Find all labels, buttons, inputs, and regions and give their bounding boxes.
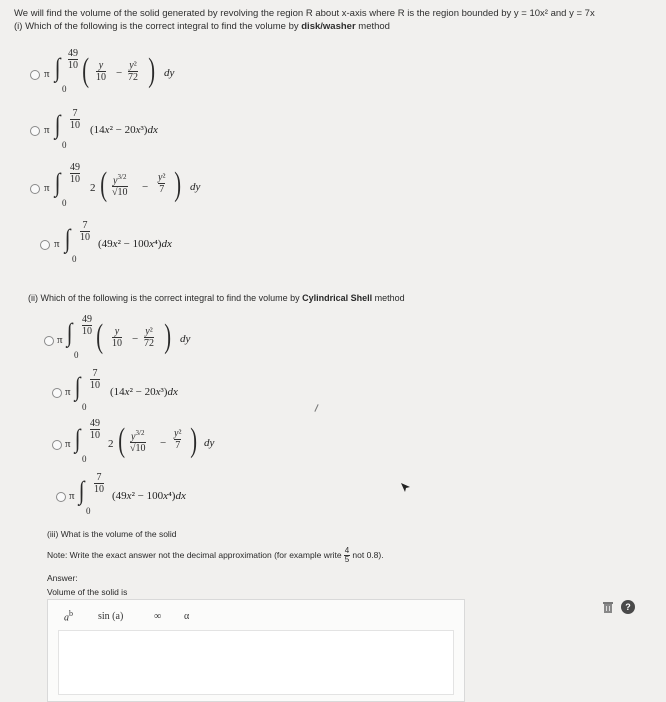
integral-sign: ∫ — [74, 424, 81, 453]
integrand: (14x² − 20x³)dx — [90, 124, 158, 136]
pi-symbol: π — [57, 334, 63, 346]
pi-symbol: π — [65, 438, 71, 450]
q1-option-1[interactable] — [0, 48, 200, 104]
note-fraction: $\frac{4}{5}$ — [344, 546, 350, 564]
right-paren: ) — [174, 166, 182, 203]
integral-sign: ∫ — [64, 224, 71, 253]
question-3 — [47, 528, 384, 564]
lower-limit: 0 — [62, 198, 67, 208]
integral-sign: ∫ — [54, 168, 61, 197]
lower-limit: 0 — [62, 140, 67, 150]
pi-symbol: π — [44, 182, 50, 194]
integral-sign: ∫ — [54, 110, 61, 139]
radio-button[interactable] — [52, 388, 62, 398]
fraction-y32-sqrt10: $y^{3/2}$ √10 — [130, 429, 146, 455]
pi-symbol: π — [69, 490, 75, 502]
stray-mark — [314, 404, 318, 412]
upper-limit: 7 10 — [80, 220, 90, 243]
question-intro — [14, 7, 595, 33]
fraction-y32-sqrt10: $y^{3/2}$ √10 — [112, 173, 128, 199]
power-button[interactable]: $a^b$ — [64, 609, 73, 624]
volume-field-label: Volume of the solid is — [47, 587, 128, 597]
fraction-y2-7: y² 7 — [174, 428, 182, 451]
question-3-title: (iii) What is the volume of the solid — [47, 529, 177, 539]
left-paren: ( — [118, 422, 126, 459]
minus-sign: − — [142, 181, 149, 193]
upper-limit: 49 10 — [82, 314, 92, 337]
q2-option-3[interactable] — [0, 414, 230, 470]
upper-limit: 49 10 — [90, 418, 100, 441]
dy: dy — [164, 67, 175, 79]
upper-limit: 49 10 — [68, 48, 78, 71]
q1-option-2[interactable] — [0, 108, 200, 164]
intro-line1: We will find the volume of the solid generated by revolving the region R about x-axis where R is the region bounded by y = 10x² and y = 7x — [14, 8, 595, 19]
lower-limit: 0 — [62, 84, 67, 94]
right-paren: ) — [164, 318, 172, 355]
upper-limit: 7 10 — [94, 472, 104, 495]
radio-button[interactable] — [52, 440, 62, 450]
left-paren: ( — [100, 166, 108, 203]
sin-button[interactable]: sin (a) — [98, 611, 124, 622]
fraction-y-10: y 10 — [112, 326, 122, 349]
right-paren: ) — [148, 52, 156, 89]
answer-editor[interactable] — [47, 599, 465, 702]
radio-button[interactable] — [44, 336, 54, 346]
radio-button[interactable] — [40, 240, 50, 250]
radio-button[interactable] — [30, 184, 40, 194]
pi-symbol: π — [44, 68, 50, 80]
left-paren: ( — [96, 318, 104, 355]
dy: dy — [190, 181, 201, 193]
dy: dy — [204, 437, 215, 449]
upper-limit: 7 10 — [70, 108, 80, 131]
fraction-y-10: y 10 — [96, 60, 106, 83]
integrand: (49x² − 100x⁴)dx — [98, 238, 172, 250]
lower-limit: 0 — [82, 402, 87, 412]
q1-option-3[interactable] — [0, 160, 220, 216]
answer-label: Answer: — [47, 573, 78, 583]
trash-icon[interactable] — [602, 601, 614, 614]
help-icon[interactable]: ? — [621, 600, 635, 614]
infinity-button[interactable]: ∞ — [154, 611, 162, 622]
integrand: (14x² − 20x³)dx — [110, 386, 178, 398]
upper-limit: 7 10 — [90, 368, 100, 391]
fraction-y2-72: y² 72 — [144, 326, 154, 349]
mouse-cursor-icon — [400, 482, 412, 494]
fraction-y2-72: y² 72 — [128, 60, 138, 83]
q2-option-1[interactable] — [0, 310, 210, 366]
pi-symbol: π — [65, 386, 71, 398]
q1-option-4[interactable] — [0, 220, 200, 276]
alpha-button[interactable]: α — [184, 611, 190, 622]
lower-limit: 0 — [82, 454, 87, 464]
minus-sign: − — [160, 437, 167, 449]
fraction-y2-7: y² 7 — [158, 172, 166, 195]
minus-sign: − — [116, 67, 123, 79]
radio-button[interactable] — [30, 126, 40, 136]
lower-limit: 0 — [72, 254, 77, 264]
coefficient-2: 2 — [108, 438, 114, 450]
coefficient-2: 2 — [90, 182, 96, 194]
editor-input-area[interactable] — [58, 630, 454, 695]
radio-button[interactable] — [30, 70, 40, 80]
question-2-text: (ii) Which of the following is the correct integral to find the volume by Cylindrical Shell method — [28, 293, 405, 303]
pi-symbol: π — [54, 238, 60, 250]
radio-button[interactable] — [56, 492, 66, 502]
integral-sign: ∫ — [66, 318, 73, 347]
right-paren: ) — [190, 422, 198, 459]
question-3-note: Note: Write the exact answer not the decimal approximation (for example write $\frac{4}{5}$ not 0.8). — [47, 546, 384, 564]
editor-toolbar — [48, 600, 464, 628]
lower-limit: 0 — [86, 506, 91, 516]
upper-limit: 49 10 — [70, 162, 80, 185]
minus-sign: − — [132, 333, 139, 345]
left-paren: ( — [82, 52, 90, 89]
lower-limit: 0 — [74, 350, 79, 360]
integral-sign: ∫ — [78, 476, 85, 505]
integral-sign: ∫ — [74, 372, 81, 401]
q2-option-4[interactable] — [0, 470, 220, 526]
integral-sign: ∫ — [54, 53, 61, 82]
pi-symbol: π — [44, 124, 50, 136]
dy: dy — [180, 333, 191, 345]
integrand: (49x² − 100x⁴)dx — [112, 490, 186, 502]
intro-line2: (i) Which of the following is the correct integral to find the volume by disk/washer method — [14, 21, 390, 32]
